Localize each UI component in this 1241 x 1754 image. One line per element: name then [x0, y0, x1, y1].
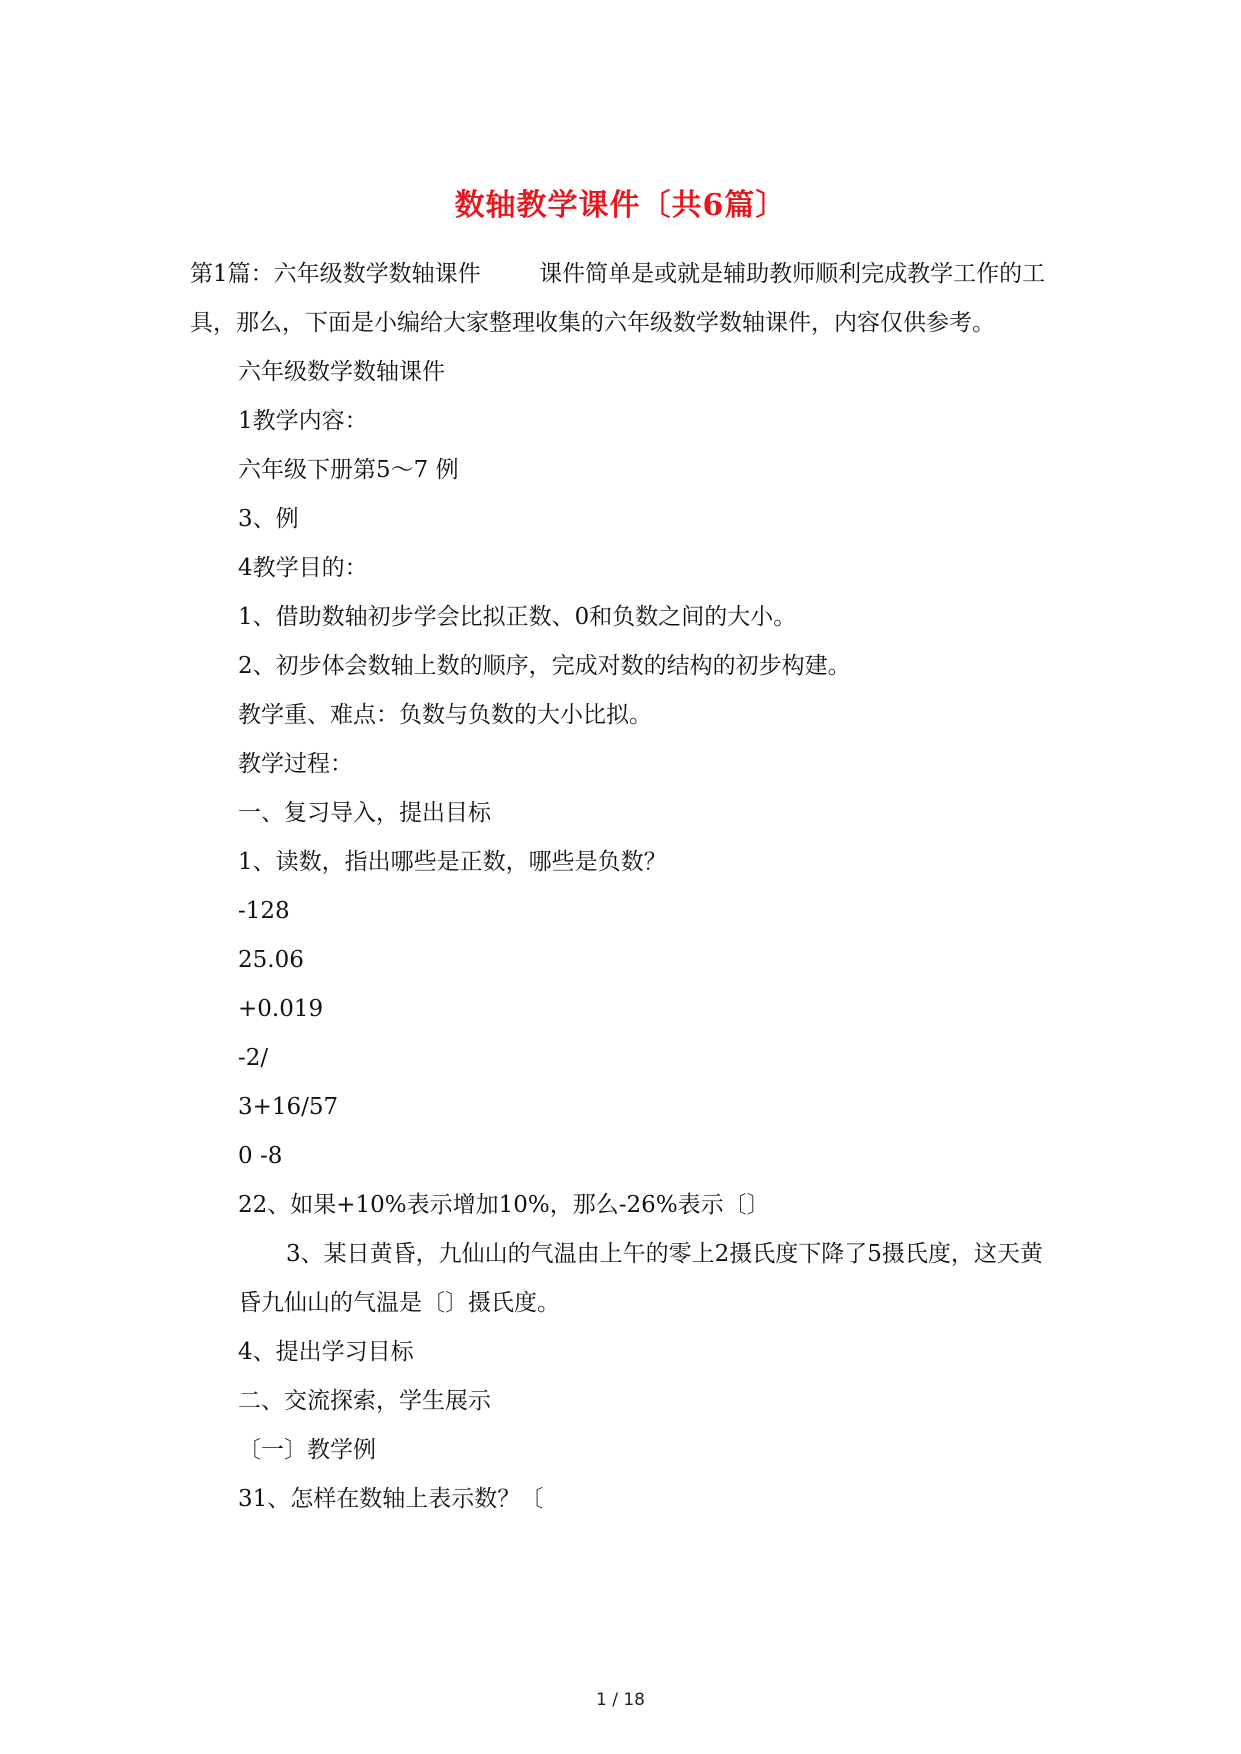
document-body [190, 250, 1060, 1524]
paragraph: 六年级下册第5～7 例 [238, 457, 459, 483]
paragraph-intro: 第1篇：六年级数学数轴课件 课件简单是或就是辅助教师顺利完成教学工作的工具，那么，下面是小编给大家整理收集的六年级数学数轴课件，内容仅供参考。 [190, 261, 1046, 336]
paragraph: 4、提出学习目标 [238, 1339, 414, 1365]
paragraph: 1教学内容： [238, 408, 368, 434]
paragraph: 25.06 [238, 947, 304, 973]
paragraph: 3、例 [238, 506, 299, 532]
document-title: 数轴教学课件〔共6篇〕 [454, 188, 787, 223]
paragraph: 教学过程： [238, 751, 353, 777]
paragraph: 〔一〕教学例 [238, 1437, 376, 1463]
paragraph: -2/ [238, 1045, 269, 1071]
paragraph: 31、怎样在数轴上表示数？〔 [238, 1486, 544, 1512]
paragraph: 22、如果+10%表示增加10%，那么-26%表示〔〕 [238, 1192, 770, 1218]
paragraph: 3+16/57 [238, 1094, 339, 1120]
paragraph: 1、借助数轴初步学会比拟正数、0和负数之间的大小。 [238, 604, 797, 630]
paragraph: 2、初步体会数轴上数的顺序，完成对数的结构的初步构建。 [238, 653, 851, 679]
paragraph: -128 [238, 898, 290, 924]
paragraph: 4教学目的： [238, 555, 368, 581]
paragraph: 1、读数，指出哪些是正数，哪些是负数？ [238, 849, 667, 875]
paragraph: 一、复习导入，提出目标 [238, 800, 491, 826]
paragraph: 0 -8 [238, 1143, 283, 1169]
paragraph: 3、某日黄昏，九仙山的气温由上午的零上2摄氏度下降了5摄氏度，这天黄昏九仙山的气温是〔〕摄氏度。 [238, 1241, 1043, 1316]
paragraph: 六年级数学数轴课件 [238, 359, 445, 385]
paragraph: +0.019 [238, 996, 324, 1022]
page-number: 1 / 18 [596, 1690, 645, 1710]
paragraph: 二、交流探索，学生展示 [238, 1388, 491, 1414]
paragraph: 教学重、难点：负数与负数的大小比拟。 [238, 702, 652, 728]
